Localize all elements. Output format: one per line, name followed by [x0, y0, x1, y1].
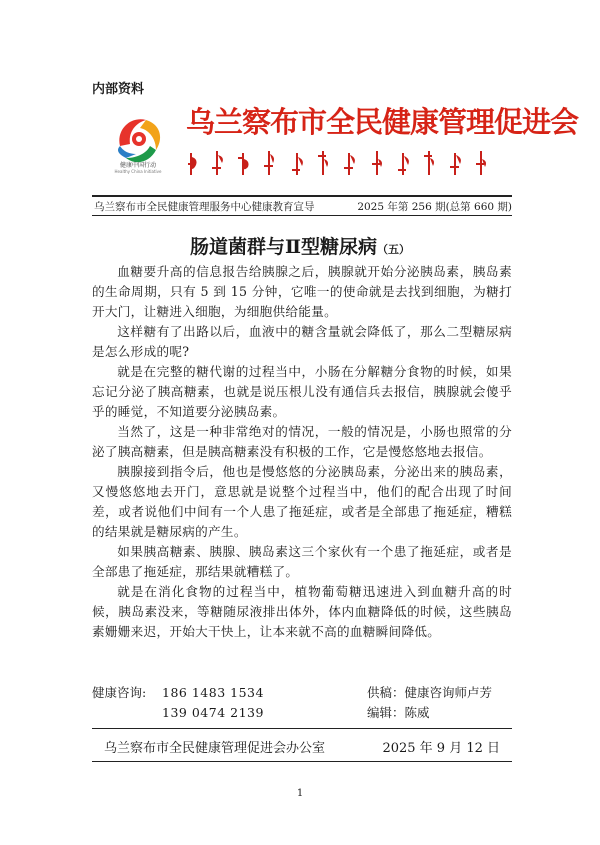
editor-credit: 编辑：陈威 — [367, 705, 430, 720]
article-title-text: 肠道菌群与Ⅱ型糖尿病 — [189, 236, 377, 258]
header-bottom-rule — [92, 215, 512, 216]
consult-label: 健康咨询: — [92, 685, 147, 700]
article-paragraph: 这样糖有了出路以后，血液中的糖含量就会降低了，那么二型糖尿病是怎么形成的呢? — [92, 324, 512, 359]
issuer-text: 乌兰察布市全民健康管理服务中心健康教育宣导 — [94, 201, 315, 213]
office-name: 乌兰察布市全民健康管理促进会办公室 — [104, 741, 326, 756]
contact-block — [92, 683, 512, 723]
supply-credit: 供稿：健康咨询师卢芳 — [367, 685, 493, 700]
footer-top-rule — [92, 728, 512, 729]
internal-label: 内部资料 — [92, 82, 145, 97]
org-title: 乌兰察布市全民健康管理促进会 — [186, 105, 579, 139]
article-paragraph: 如果胰高糖素、胰腺、胰岛素这三个家伙有一个患了拖延症，或者是全部患了拖延症，那结果就糟糕了。 — [92, 544, 512, 579]
header-top-rule — [92, 195, 512, 197]
logo-caption-cn: 健康中国行动 — [119, 162, 156, 169]
page-number: 1 — [296, 788, 304, 799]
article-paragraph: 就是在消化食物的过程当中，植物葡萄糖迅速进入到血糖升高的时候，胰岛素没来，等糖随尿液排出体外，体内血糖降低的时候，这些胰岛素姗姗来迟，开始大干快上，让本来就不高的血糖瞬间降低。 — [92, 584, 512, 639]
consult-phone-2: 139 0474 2139 — [162, 705, 264, 720]
logo-caption-en: Healthy China Initiative — [114, 169, 162, 174]
article-paragraph: 血糖要升高的信息报告给胰腺之后，胰腺就开始分泌胰岛素，胰岛素的生命周期，只有 5 到 15 分钟，它唯一的使命就是去找到细胞，为糖打开大门，让糖进入细胞，为细胞供给能量。 — [92, 264, 512, 319]
article-part: （五） — [377, 243, 410, 256]
footer — [104, 737, 500, 756]
article-title — [0, 232, 600, 259]
article-paragraph: 当然了，这是一种非常绝对的情况，一般的情况是，小肠也照常的分泌了胰高糖素，但是胰高糖素没有积极的工作，它是慢悠悠地去报信。 — [92, 424, 512, 459]
issue-number: 2025 年第 256 期(总第 660 期) — [357, 201, 512, 213]
issue-line — [94, 199, 512, 214]
footer-bottom-rule — [92, 761, 512, 762]
article-paragraph: 就是在完整的糖代谢的过程当中，小肠在分解糖分食物的时候，如果忘记分泌了胰高糖素，也就是说压根儿没有通信兵去报信，胰腺就会傻乎乎的睡觉，不知道要分泌胰岛素。 — [92, 364, 512, 419]
consult-phone-1: 186 1483 1534 — [162, 685, 264, 700]
article-body — [92, 262, 512, 642]
logo-caption — [110, 160, 166, 174]
article-paragraph: 胰腺接到指令后，他也是慢悠悠的分泌胰岛素，分泌出来的胰岛素，又慢悠悠地去开门，意思就是说整个过程当中，他们的配合出现了时间差，或者说他们中间有一个人患了拖延症，或者是全部患了拖延症，糟糕的结果就是糖尿病的产生。 — [92, 464, 512, 539]
mongolian-script-title — [186, 145, 506, 179]
publish-date: 2025 年 9 月 12 日 — [382, 741, 500, 756]
